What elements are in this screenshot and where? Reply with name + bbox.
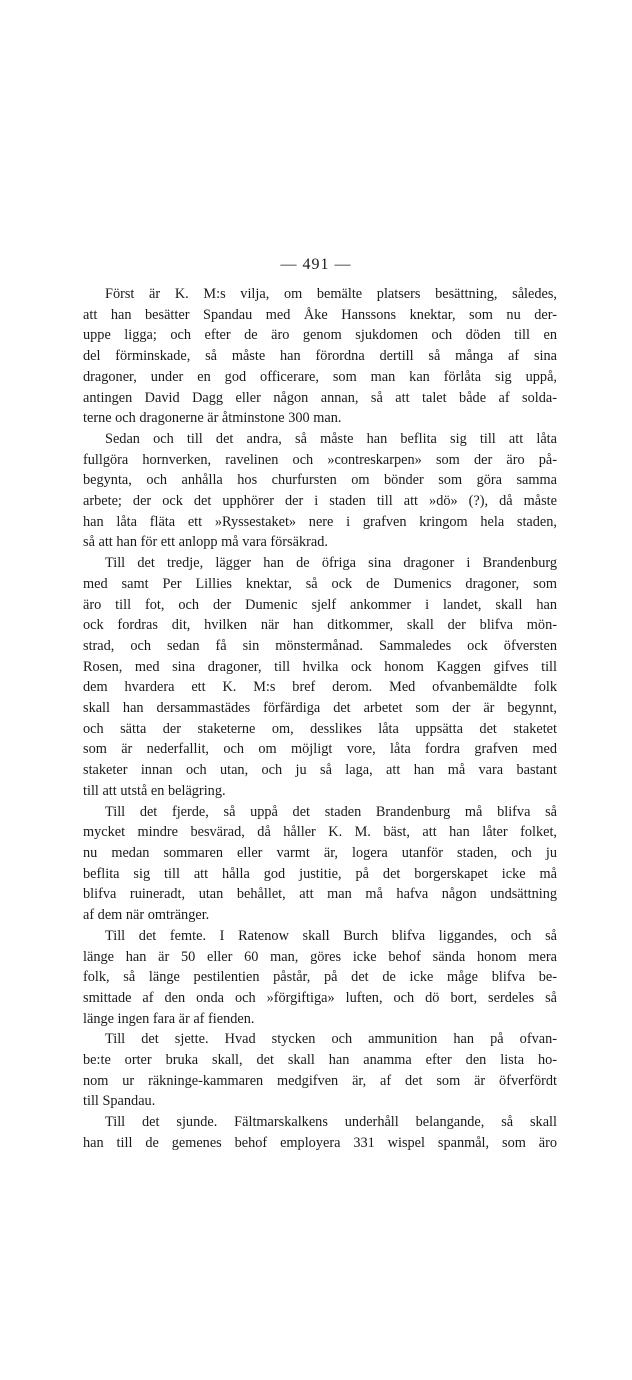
text-line: beflita sig till att hålla god justitie, på det borgerskapet icke må [83, 865, 557, 882]
text-line: del förminskade, så måste han förordna dertill så många af sina [83, 348, 557, 365]
text-line: blifva ruineradt, utan behållet, att man må hafva någon undsättning [83, 886, 557, 903]
paragraph [83, 1029, 557, 1112]
text-line: begynta, och anhålla hos churfursten om bönder som göra samma [83, 472, 557, 489]
text-line: han till de gemenes behof employera 331 wispel spanmål, som äro [83, 1134, 557, 1151]
text-line: Till det femte. I Ratenow skall Burch blifva liggandes, och så [105, 927, 557, 944]
paragraph [83, 802, 557, 926]
text-line: som är nederfallit, och om möjligt vore, låta fordra grafven med [83, 741, 557, 758]
text-line: skall han dersammastädes förfärdiga det arbetet som der är begynnt, [83, 700, 557, 717]
text-line: till att utstå en belägring. [83, 782, 226, 799]
text-line: be:te orter bruka skall, det skall han anamma efter den lista ho- [83, 1052, 557, 1069]
text-line: att han besätter Spandau med Åke Hanssons knektar, som nu der- [83, 306, 557, 323]
text-line: ock fordras dit, hvilken när han ditkommer, skall der blifva mön- [83, 617, 557, 634]
text-line: dragoner, under en god officerare, som man kan förlåta sig uppå, [83, 368, 557, 385]
text-line: Till det sjunde. Fältmarskalkens underhåll belangande, så skall [105, 1114, 557, 1131]
text-line: Först är K. M:s vilja, om bemälte platsers besättning, således, [105, 286, 557, 302]
text-line: Till det fjerde, så uppå det staden Brandenburg må blifva så [105, 803, 557, 820]
paragraph [83, 429, 557, 553]
text-line: länge han är 50 eller 60 man, göres icke behof sända honom mera [83, 948, 557, 965]
text-line: strad, och sedan få sin mönstermånad. Sammaledes ock öfversten [83, 637, 557, 654]
text-line: Till det tredje, lägger han de öfriga sina dragoner i Brandenburg [105, 555, 557, 572]
text-line: mycket mindre besvärad, då håller K. M. bäst, att han låter folket, [83, 824, 557, 841]
text-line: han låta fläta ett »Ryssestaket» nere i grafven kringom hela staden, [83, 513, 557, 530]
text-line: länge ingen fara är af fienden. [83, 1010, 255, 1027]
text-line: Rosen, med sina dragoner, till hvilka ock honom Kaggen gifves till [83, 658, 557, 675]
text-line: smittade af den onda och »förgiftiga» luften, och dö bort, serdeles så [83, 989, 557, 1006]
text-line: terne och dragonerne är åtminstone 300 man. [83, 410, 342, 427]
text-line: och sätta der staketerne om, desslikes låta uppsätta det staketet [83, 720, 557, 737]
text-line: af dem när omtränger. [83, 907, 210, 924]
text-line: staketer innan och utan, och ju så laga, att han må vara bastant [83, 762, 557, 779]
text-line: nom ur räkninge-kammaren medgifven är, af det som är öfverfördt [83, 1072, 557, 1089]
text-line: Till det sjette. Hvad stycken och ammunition han på ofvan- [105, 1031, 557, 1048]
text-line: så att han för ett anlopp må vara försäkrad. [83, 534, 328, 551]
text-line: till Spandau. [83, 1093, 156, 1110]
text-line: Sedan och till det andra, så måste han beflita sig till att låta [105, 430, 557, 447]
text-line: fullgöra hornverken, ravelinen och »contreskarpen» som der äro på- [83, 451, 557, 468]
paragraph [83, 284, 557, 429]
text-line: antingen David Dagg eller någon annan, så att talet både af solda- [83, 389, 557, 406]
text-line: uppe ligga; och efter de äro genom sjukdomen och döden till en [83, 327, 557, 344]
text-line: dem hvardera ett K. M:s bref derom. Med ofvanbemäldte folk [83, 679, 557, 696]
text-line: äro till fot, och der Dumenic sjelf ankommer i landet, skall han [83, 596, 557, 613]
text-line: arbete; der ock det upphörer der i staden till att »dö» (?), då måste [83, 493, 557, 510]
body-text [83, 284, 557, 1154]
text-line: folk, så länge pestilentien påstår, på det de icke måge blifva be- [83, 969, 557, 986]
text-line: med samt Per Lillies knektar, så ock de Dumenics dragoner, som [83, 575, 557, 592]
paragraph [83, 926, 557, 1030]
text-line: nu medan sommaren eller varmt är, logera utanför staden, och ju [83, 844, 557, 861]
page-number: — 491 — [280, 256, 352, 273]
paragraph [83, 553, 557, 801]
paragraph [83, 1112, 557, 1153]
